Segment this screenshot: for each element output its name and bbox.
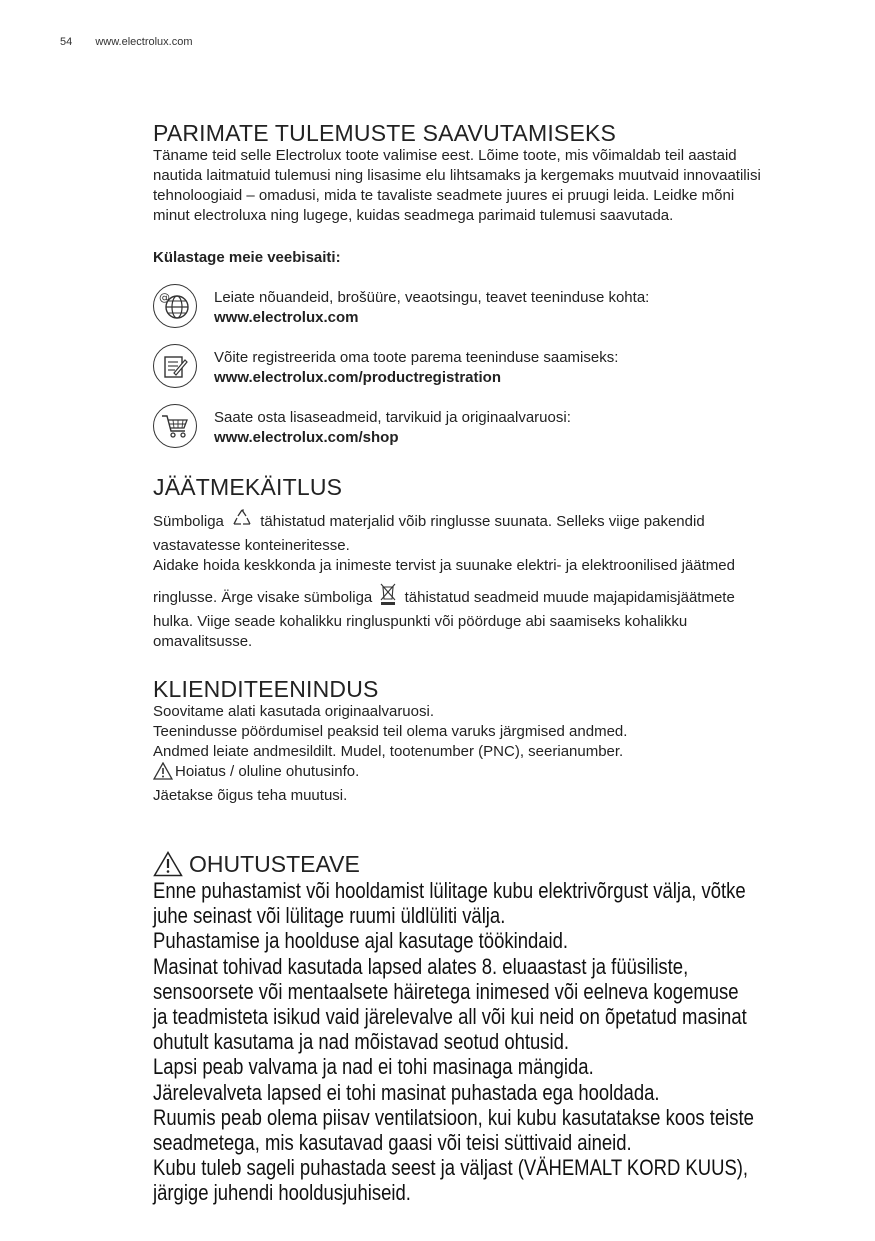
registration-link[interactable]: www.electrolux.com/productregistration — [214, 369, 501, 386]
disposal-line — [153, 582, 843, 612]
safety-line: Masinat tohivad kasutada lapsed alates 8. eluaastast ja füüsiliste, — [153, 953, 689, 979]
safety-line: Kubu tuleb sageli puhastada seest ja väljast (VÄHEMALT KORD KUUS), — [153, 1155, 749, 1181]
safety-line: järgige juhendi hooldusjuhiseid. — [153, 1180, 411, 1206]
link-row-shop — [153, 404, 843, 454]
link-description: Saate osta lisaseadmeid, tarvikuid ja originaalvaruosi: — [214, 409, 571, 426]
recycle-icon — [231, 508, 253, 536]
link-row-support — [153, 284, 843, 334]
warning-icon — [153, 851, 189, 877]
safety-line: sensoorsete või mentaalsete häiretega inimesed või eelneva kogemuse — [153, 978, 739, 1004]
shopping-cart-icon — [153, 404, 197, 448]
intro-line: Täname teid selle Electrolux toote valimise eest. Lõime toote, mis võimaldab teil aastaid — [153, 147, 737, 164]
service-warning-line — [153, 762, 843, 786]
disposal-section — [153, 474, 843, 652]
disposal-line — [153, 508, 843, 536]
safety-line: ja teadmisteta isikud vaid järelevalve all või kui neid on õpetatud masinat — [153, 1004, 747, 1030]
disposal-line: omavalitsusse. — [153, 633, 253, 650]
safety-title: OHUTUSTEAVE — [189, 851, 360, 877]
page-number: 54 — [60, 36, 73, 48]
safety-body — [153, 878, 842, 1206]
link-row-registration — [153, 344, 843, 394]
safety-heading — [153, 850, 843, 878]
intro-paragraph — [153, 146, 843, 226]
safety-line: Enne puhastamist või hooldamist lülitage kubu elektrivõrgust välja, võtke — [153, 878, 746, 903]
service-line: Teenindusse pöördumisel peaksid teil olema varuks järgmised andmed. — [153, 723, 628, 740]
warning-text: Hoiatus / oluline ohutusinfo. — [175, 763, 360, 780]
page-content — [153, 120, 843, 1206]
service-line: Soovitame alati kasutada originaalvaruosi. — [153, 703, 434, 720]
disposal-line: vastavatesse konteineritesse. — [153, 537, 350, 554]
customer-service-section — [153, 676, 843, 806]
disposal-text: tähistatud materjalid võib ringlusse suunata. Selleks viige pakendid — [260, 513, 705, 530]
safety-line: Järelevalveta lapsed ei tohi masinat puhastada ega hooldada. — [153, 1079, 660, 1105]
safety-line: ohutult kasutama ja nad mõistavad seotud ohtusid. — [153, 1029, 570, 1055]
disposal-line: Aidake hoida keskkonda ja inimeste tervist ja suunake elektri- ja elektroonilised jäätmed — [153, 557, 735, 574]
support-link[interactable]: www.electrolux.com — [214, 309, 359, 326]
link-description: Leiate nõuandeid, brošüüre, veaotsingu, teavet teeninduse kohta: — [214, 289, 650, 306]
globe-icon — [153, 284, 197, 328]
page-header — [60, 36, 193, 48]
service-line: Andmed leiate andmesildilt. Mudel, tootenumber (PNC), seerianumber. — [153, 743, 624, 760]
visit-website-label: Külastage meie veebisaiti: — [153, 249, 341, 266]
intro-line: nautida laitmatuid tulemusi ning lisasime elu lihtsamaks ja kergemaks muutvaid innovaatilisi — [153, 167, 761, 184]
disposal-text: ringlusse. Ärge visake sümboliga — [153, 589, 373, 606]
intro-line: tehnoloogiaid – omadusi, mida te tavaliste seadmete juures ei pruugi leida. Leidke mõni — [153, 187, 735, 204]
safety-line: Puhastamise ja hoolduse ajal kasutage töökindaid. — [153, 928, 569, 954]
service-line: Jäetakse õigus teha muutusi. — [153, 787, 348, 804]
shop-link[interactable]: www.electrolux.com/shop — [214, 429, 399, 446]
intro-title: PARIMATE TULEMUSTE SAAVUTAMISEKS — [153, 120, 617, 146]
header-website: www.electrolux.com — [95, 36, 193, 48]
safety-line: Lapsi peab valvama ja nad ei tohi masinaga mängida. — [153, 1054, 594, 1080]
disposal-title: JÄÄTMEKÄITLUS — [153, 474, 343, 500]
link-description: Võite registreerida oma toote parema teeninduse saamiseks: — [214, 349, 619, 366]
crossed-bin-icon — [379, 582, 397, 612]
disposal-line: hulka. Viige seade kohalikku ringluspunkti või pöörduge abi saamiseks kohalikku — [153, 613, 688, 630]
safety-line: juhe seinast või lülitage ruumi üldlüliti välja. — [153, 903, 506, 929]
svg-text:@: @ — [159, 291, 170, 304]
intro-line: minut electroluxa ning lugege, kuidas seadmega parimaid tulemusi saavutada. — [153, 207, 674, 224]
warning-icon — [153, 762, 173, 786]
registration-icon — [153, 344, 197, 388]
disposal-text: tähistatud seadmeid muude majapidamisjäätmete — [404, 589, 735, 606]
customer-service-title: KLIENDITEENINDUS — [153, 676, 379, 702]
disposal-text: Sümboliga — [153, 513, 224, 530]
safety-line: seadmetega, mis kasutavad gaasi või teisi süttivaid aineid. — [153, 1130, 632, 1156]
safety-line: Ruumis peab olema piisav ventilatsioon, kui kubu kasutatakse koos teiste — [153, 1104, 754, 1130]
